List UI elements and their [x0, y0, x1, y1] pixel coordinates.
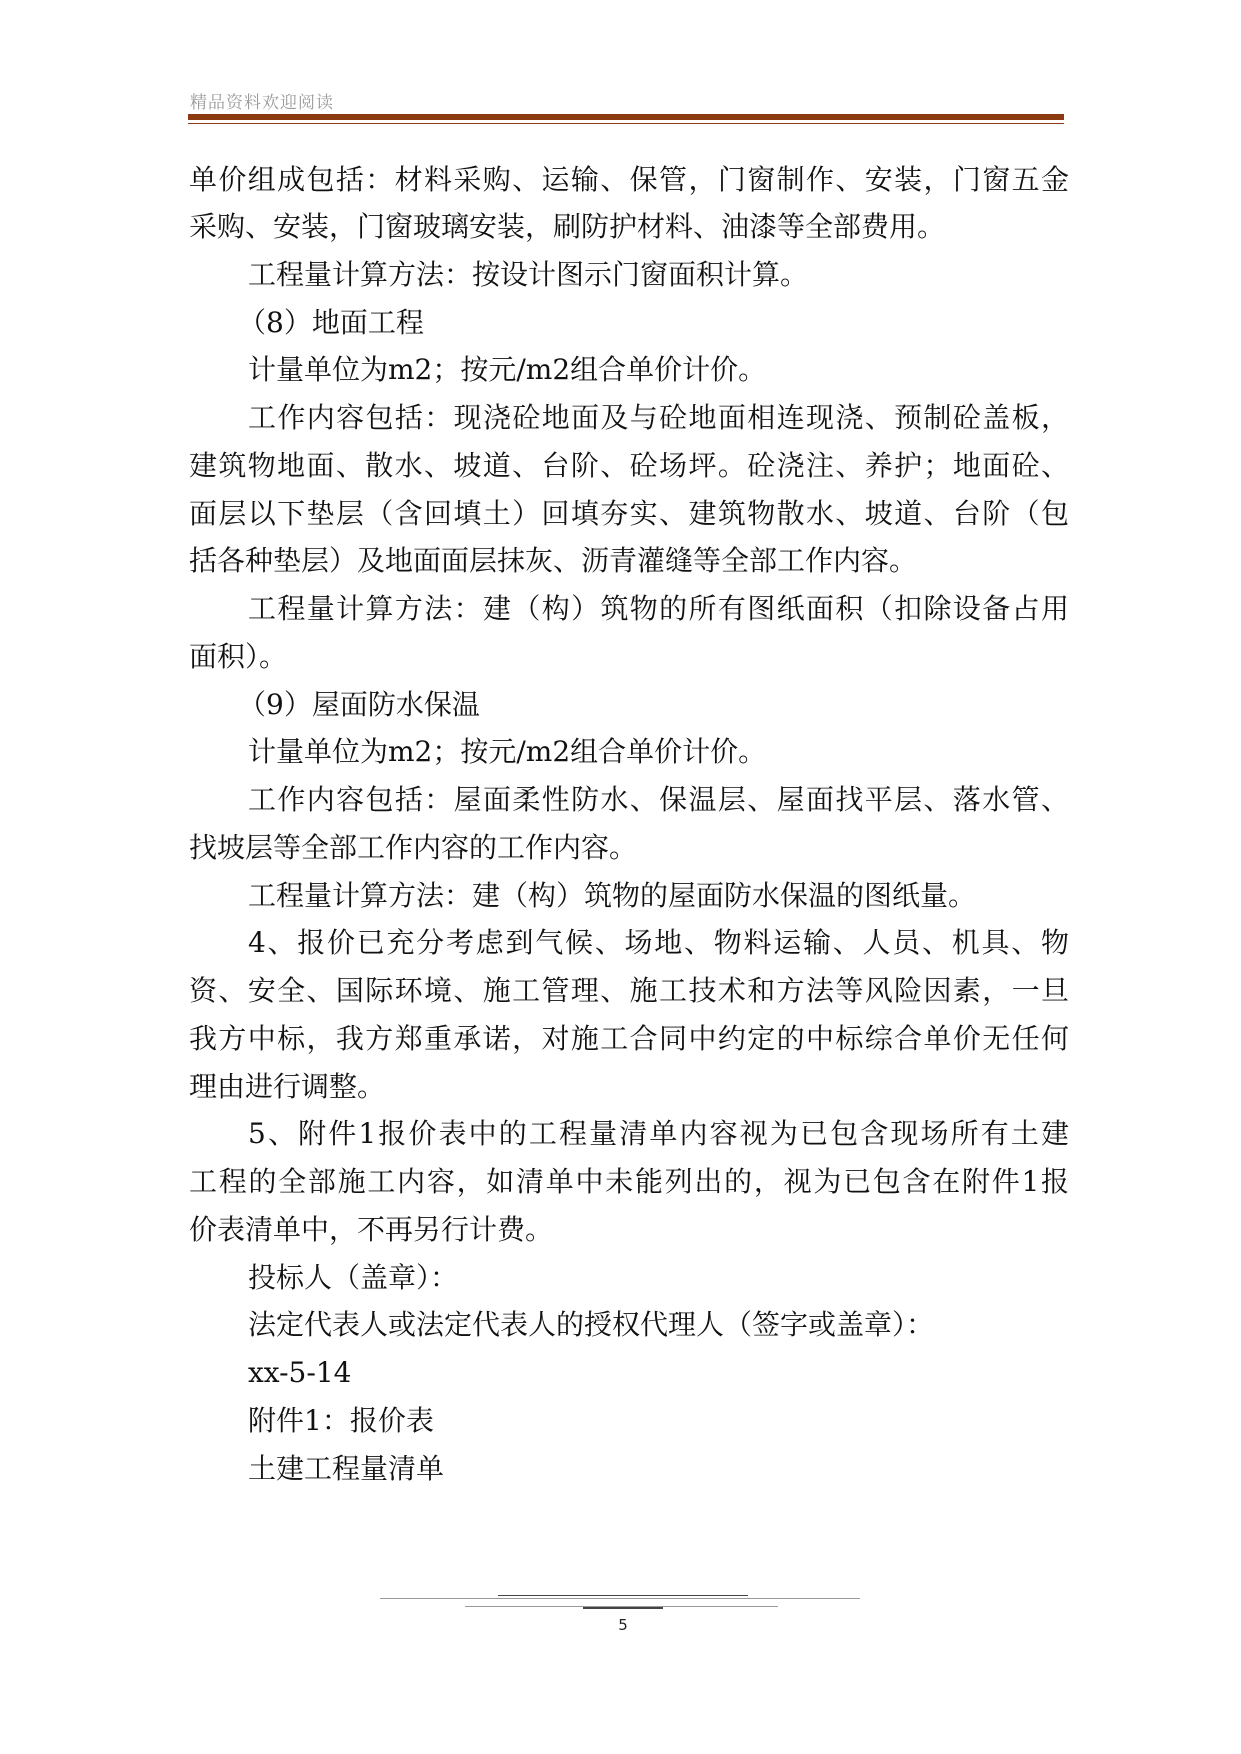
body-line: 4、报价已充分考虑到气候、场地、物料运输、人员、机具、物 [248, 926, 1069, 959]
representative-signature-line: 法定代表人或法定代表人的授权代理人（签字或盖章）： [248, 1308, 935, 1341]
body-line: 面积）。 [189, 640, 288, 673]
body-line: 计量单位为m2；按元/m2组合单价计价。 [248, 353, 767, 386]
body-line: 工程的全部施工内容，如清单中未能列出的，视为已包含在附件1报 [189, 1165, 1069, 1198]
body-line: 我方中标，我方郑重承诺，对施工合同中约定的中标综合单价无任何 [189, 1022, 1069, 1055]
body-line: 面层以下垫层（含回填土）回填夯实、建筑物散水、坡道、台阶（包 [189, 497, 1069, 530]
footer-rule-dark [498, 1595, 748, 1596]
page-header: 精品资料欢迎阅读 [190, 93, 334, 113]
body-line: 5、附件1报价表中的工程量清单内容视为已包含现场所有土建 [248, 1117, 1069, 1150]
body-line: 资、安全、国际环境、施工管理、施工技术和方法等风险因素，一旦 [189, 974, 1069, 1007]
body-line: 采购、安装，门窗玻璃安装，刷防护材料、油漆等全部费用。 [189, 210, 946, 243]
body-line: 价表清单中，不再另行计费。 [189, 1213, 554, 1246]
header-rule [188, 114, 1064, 120]
body-line: 工程量计算方法：建（构）筑物的所有图纸面积（扣除设备占用 [248, 592, 1069, 625]
header-rule-thin [188, 123, 1064, 124]
footer-rule [380, 1598, 860, 1599]
page-number: 5 [618, 1616, 628, 1634]
body-line: 找坡层等全部工作内容的工作内容。 [189, 831, 638, 864]
body-line: 建筑物地面、散水、坡道、台阶、砼场坪。砼浇注、养护；地面砼、 [189, 449, 1069, 482]
body-line: 计量单位为m2；按元/m2组合单价计价。 [248, 735, 767, 768]
body-line: 括各种垫层）及地面面层抹灰、沥青灌缝等全部工作内容。 [189, 544, 918, 577]
body-line: 理由进行调整。 [189, 1070, 386, 1103]
body-line: 单价组成包括：材料采购、运输、保管，门窗制作、安装，门窗五金 [189, 163, 1069, 196]
body-line: 工作内容包括：现浇砼地面及与砼地面相连现浇、预制砼盖板， [248, 401, 1069, 434]
section-heading-8: （8）地面工程 [238, 306, 424, 339]
attachment-line: 附件1：报价表 [248, 1404, 434, 1437]
body-line: 工程量计算方法：按设计图示门窗面积计算。 [248, 258, 809, 291]
list-title: 土建工程量清单 [248, 1452, 445, 1485]
section-heading-9: （9）屋面防水保温 [238, 688, 480, 721]
body-line: 工作内容包括：屋面柔性防水、保温层、屋面找平层、落水管、 [248, 783, 1069, 816]
bidder-seal-line: 投标人（盖章）： [248, 1261, 459, 1294]
date-line: xx-5-14 [248, 1356, 352, 1389]
footer-rule-accent [583, 1607, 663, 1609]
body-line: 工程量计算方法：建（构）筑物的屋面防水保温的图纸量。 [248, 879, 977, 912]
